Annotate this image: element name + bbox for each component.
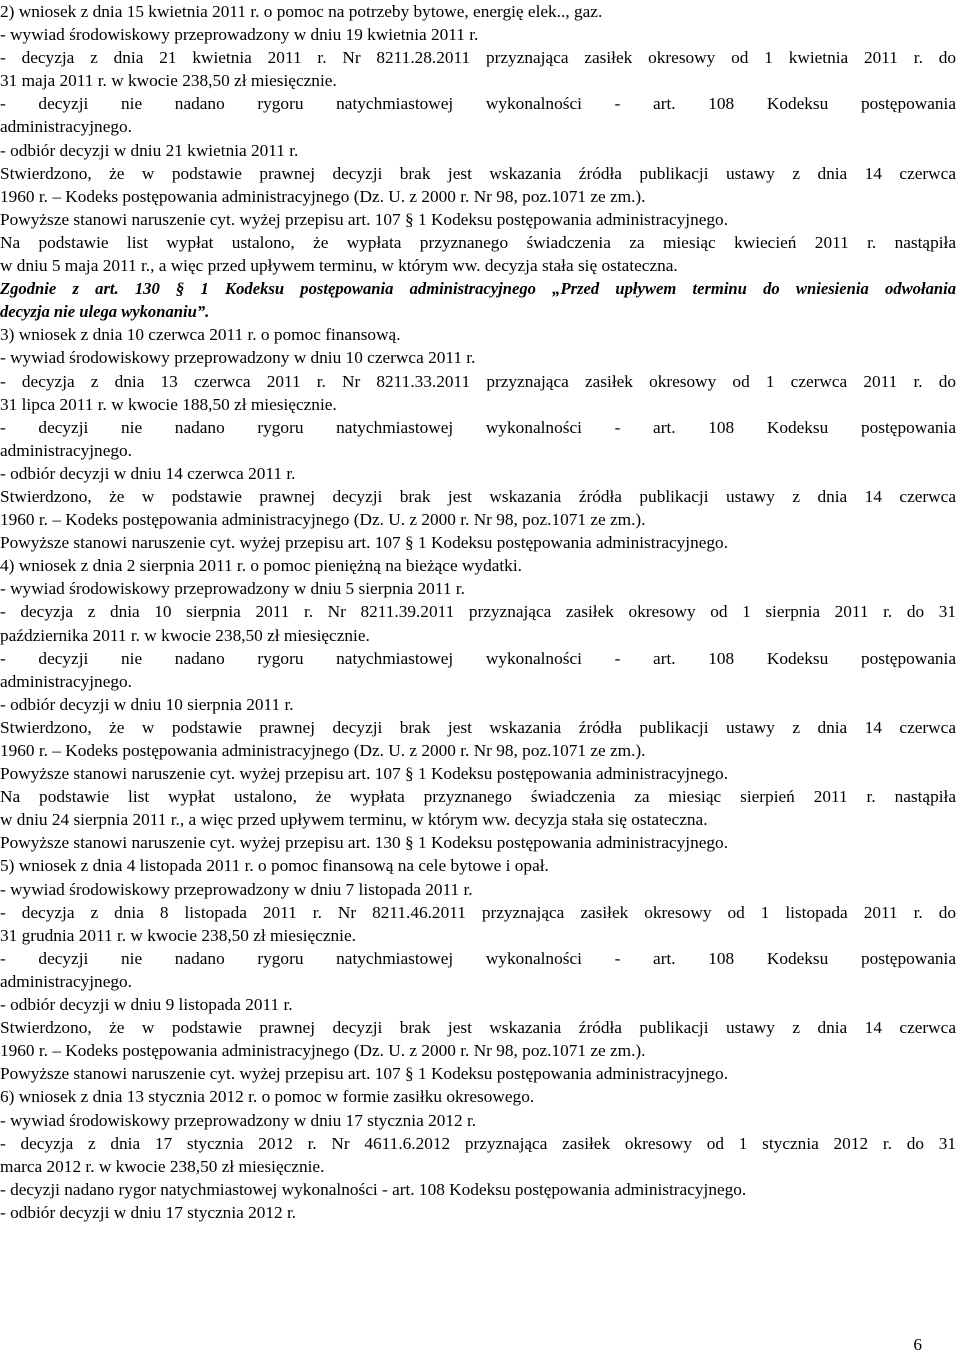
text-line: 2) wniosek z dnia 15 kwietnia 2011 r. o pomoc na potrzeby bytowe, energię elek.., gaz.	[0, 2, 603, 21]
text-line: - odbiór decyzji w dniu 9 listopada 2011 r.	[0, 995, 293, 1015]
text-line: - odbiór decyzji w dniu 10 sierpnia 2011 r.	[0, 694, 294, 714]
text-line: - decyzji nadano rygor natychmiastowej wykonalności - art. 108 Kodeksu postępowania administracyjnego.	[0, 1179, 747, 1199]
text-line: - decyzji nie nadano rygoru natychmiastowej wykonalności - art. 108 Kodeksu postępowania	[0, 948, 956, 968]
text-line: Stwierdzono, że w podstawie prawnej decyzji brak jest wskazania źródła publikacji ustawy z dnia 14 czerwca	[0, 163, 956, 183]
text-line: administracyjnego.	[0, 971, 132, 991]
text-line: - wywiad środowiskowy przeprowadzony w dniu 5 sierpnia 2011 r.	[0, 579, 465, 599]
text-line: - wywiad środowiskowy przeprowadzony w dniu 19 kwietnia 2011 r.	[0, 25, 479, 45]
text-line: administracyjnego.	[0, 440, 132, 460]
text-line: 6) wniosek z dnia 13 stycznia 2012 r. o pomoc w formie zasiłku okresowego.	[0, 1087, 535, 1107]
text-line: 1960 r. – Kodeks postępowania administracyjnego (Dz. U. z 2000 r. Nr 98, poz.1071 ze zm.).	[0, 510, 646, 530]
text-line: października 2011 r. w kwocie 238,50 zł miesięcznie.	[0, 625, 370, 645]
text-line: Powyższe stanowi naruszenie cyt. wyżej przepisu art. 107 § 1 Kodeksu postępowania administracyjnego.	[0, 1064, 729, 1084]
text-line: 31 lipca 2011 r. w kwocie 188,50 zł miesięcznie.	[0, 394, 337, 414]
text-line: 4) wniosek z dnia 2 sierpnia 2011 r. o pomoc pieniężną na bieżące wydatki.	[0, 556, 522, 576]
text-line-quote: Zgodnie z art. 130 § 1 Kodeksu postępowania administracyjnego „Przed upływem terminu do wniesienia odwołania	[0, 279, 956, 299]
text-line: Powyższe stanowi naruszenie cyt. wyżej przepisu art. 130 § 1 Kodeksu postępowania administracyjnego.	[0, 833, 729, 853]
text-line: administracyjnego.	[0, 117, 132, 137]
text-line: Na podstawie list wypłat ustalono, że wypłata przyznanego świadczenia za miesiąc kwiecień 2011 r. nastąpiła	[0, 232, 956, 252]
text-line: Stwierdzono, że w podstawie prawnej decyzji brak jest wskazania źródła publikacji ustawy z dnia 14 czerwca	[0, 717, 956, 737]
text-line: - decyzja z dnia 21 kwietnia 2011 r. Nr 8211.28.2011 przyznająca zasiłek okresowy od 1 kwietnia 2011 r. do	[0, 48, 956, 68]
text-line: 31 maja 2011 r. w kwocie 238,50 zł miesięcznie.	[0, 71, 337, 91]
text-line: 5) wniosek z dnia 4 listopada 2011 r. o pomoc finansową na cele bytowe i opał.	[0, 856, 549, 876]
text-line: w dniu 5 maja 2011 r., a więc przed upływem terminu, w którym ww. decyzja stała się ostateczna.	[0, 256, 678, 276]
text-line-quote: decyzja nie ulega wykonaniu”.	[0, 302, 210, 322]
text-line: Powyższe stanowi naruszenie cyt. wyżej przepisu art. 107 § 1 Kodeksu postępowania administracyjnego.	[0, 209, 729, 229]
text-line: - decyzja z dnia 17 stycznia 2012 r. Nr 4611.6.2012 przyznająca zasiłek okresowy od 1 stycznia 2012 r. do 31	[0, 1133, 956, 1153]
text-line: - decyzji nie nadano rygoru natychmiastowej wykonalności - art. 108 Kodeksu postępowania	[0, 417, 956, 437]
text-line: 1960 r. – Kodeks postępowania administracyjnego (Dz. U. z 2000 r. Nr 98, poz.1071 ze zm.).	[0, 741, 646, 760]
text-line: - decyzji nie nadano rygoru natychmiastowej wykonalności - art. 108 Kodeksu postępowania	[0, 648, 956, 668]
text-line: w dniu 24 sierpnia 2011 r., a więc przed upływem terminu, w którym ww. decyzja stała się ostateczna.	[0, 810, 708, 830]
text-line: - wywiad środowiskowy przeprowadzony w dniu 7 listopada 2011 r.	[0, 879, 473, 899]
text-line: Powyższe stanowi naruszenie cyt. wyżej przepisu art. 107 § 1 Kodeksu postępowania administracyjnego.	[0, 533, 729, 553]
text-line: 3) wniosek z dnia 10 czerwca 2011 r. o pomoc finansową.	[0, 325, 401, 345]
text-line: - odbiór decyzji w dniu 17 stycznia 2012 r.	[0, 1202, 297, 1222]
text-line: - wywiad środowiskowy przeprowadzony w dniu 10 czerwca 2011 r.	[0, 348, 476, 368]
text-line: 1960 r. – Kodeks postępowania administracyjnego (Dz. U. z 2000 r. Nr 98, poz.1071 ze zm.).	[0, 186, 646, 206]
text-line: - decyzji nie nadano rygoru natychmiastowej wykonalności - art. 108 Kodeksu postępowania	[0, 94, 956, 114]
text-line: Na podstawie list wypłat ustalono, że wypłata przyznanego świadczenia za miesiąc sierpień 2011 r. nastąpiła	[0, 787, 956, 807]
text-line: Stwierdzono, że w podstawie prawnej decyzji brak jest wskazania źródła publikacji ustawy z dnia 14 czerwca	[0, 1018, 956, 1038]
text-line: 31 grudnia 2011 r. w kwocie 238,50 zł miesięcznie.	[0, 925, 356, 945]
text-line: - decyzja z dnia 13 czerwca 2011 r. Nr 8211.33.2011 przyznająca zasiłek okresowy od 1 czerwca 2011 r. do	[0, 371, 956, 391]
text-line: marca 2012 r. w kwocie 238,50 zł miesięcznie.	[0, 1156, 325, 1176]
text-line: administracyjnego.	[0, 671, 132, 691]
text-line: Powyższe stanowi naruszenie cyt. wyżej przepisu art. 107 § 1 Kodeksu postępowania administracyjnego.	[0, 764, 729, 784]
text-line: - decyzja z dnia 8 listopada 2011 r. Nr 8211.46.2011 przyznająca zasiłek okresowy od 1 listopada 2011 r. do	[0, 902, 956, 922]
text-line: - decyzja z dnia 10 sierpnia 2011 r. Nr 8211.39.2011 przyznająca zasiłek okresowy od 1 sierpnia 2011 r. do 31	[0, 602, 956, 622]
text-line: Stwierdzono, że w podstawie prawnej decyzji brak jest wskazania źródła publikacji ustawy z dnia 14 czerwca	[0, 486, 956, 506]
text-line: - odbiór decyzji w dniu 21 kwietnia 2011 r.	[0, 140, 299, 160]
text-line: - odbiór decyzji w dniu 14 czerwca 2011 r.	[0, 463, 296, 483]
text-line: 1960 r. – Kodeks postępowania administracyjnego (Dz. U. z 2000 r. Nr 98, poz.1071 ze zm.).	[0, 1041, 646, 1061]
text-line: - wywiad środowiskowy przeprowadzony w dniu 17 stycznia 2012 r.	[0, 1110, 477, 1130]
page-number: 6	[913, 1335, 922, 1354]
